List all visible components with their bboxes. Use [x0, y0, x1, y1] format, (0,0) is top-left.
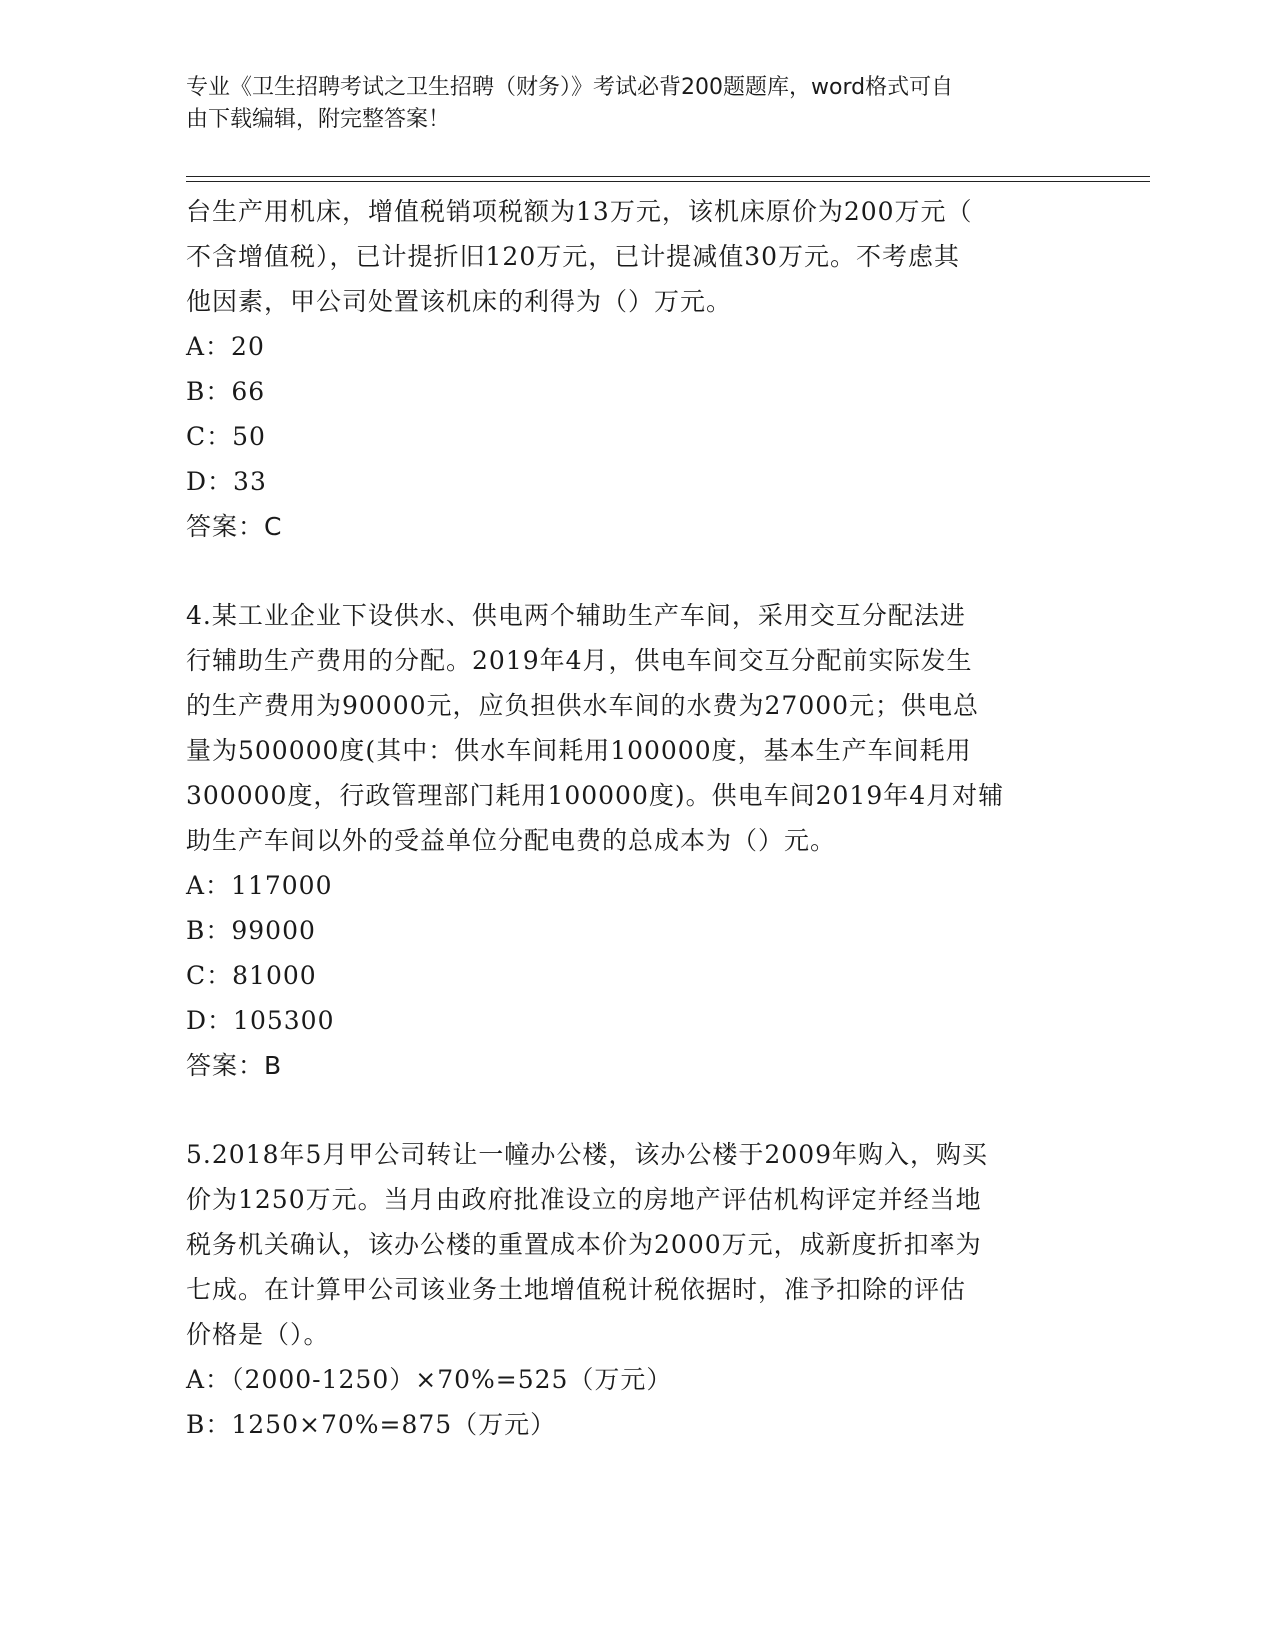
question-text-line: 价格是（）。 [186, 1320, 330, 1349]
document-header [186, 72, 1066, 136]
question-text-line: 台生产用机床，增值税销项税额为13万元，该机床原价为200万元（ [186, 197, 973, 226]
option-a: A：117000 [186, 871, 333, 900]
header-divider-bottom [186, 181, 1150, 182]
question-text-line: 税务机关确认，该办公楼的重置成本价为2000万元，成新度折扣率为 [186, 1230, 982, 1259]
answer: 答案：B [186, 1051, 283, 1080]
question-text-line: 5.2018年5月甲公司转让一幢办公楼，该办公楼于2009年购入，购买 [186, 1140, 989, 1169]
question-text-line: 量为500000度(其中：供水车间耗用100000度，基本生产车间耗用 [186, 736, 972, 765]
header-divider-top [186, 176, 1150, 177]
question-text-line: 行辅助生产费用的分配。2019年4月，供电车间交互分配前实际发生 [186, 646, 973, 675]
option-c: C：50 [186, 422, 266, 451]
question-text-line: 他因素，甲公司处置该机床的利得为（）万元。 [186, 287, 733, 316]
question-4 [186, 593, 1086, 1088]
document-body [186, 189, 1086, 1447]
option-a: A：（2000-1250）×70%=525（万元） [186, 1365, 673, 1394]
option-b: B：66 [186, 377, 266, 406]
option-d: D：105300 [186, 1006, 335, 1035]
header-line-2: 由下载编辑，附完整答案！ [186, 107, 451, 132]
question-text-line: 的生产费用为90000元，应负担供水车间的水费为27000元；供电总 [186, 691, 980, 720]
option-c: C：81000 [186, 961, 317, 990]
option-b: B：99000 [186, 916, 316, 945]
option-a: A：20 [186, 332, 265, 361]
question-text-line: 不含增值税），已计提折旧120万元，已计提减值30万元。不考虑其 [186, 242, 961, 271]
question-text-line: 4.某工业企业下设供水、供电两个辅助生产车间，采用交互分配法进 [186, 601, 966, 630]
question-5 [186, 1132, 1086, 1447]
question-text-line: 助生产车间以外的受益单位分配电费的总成本为（）元。 [186, 826, 837, 855]
answer: 答案：C [186, 512, 283, 541]
header-line-1: 专业《卫生招聘考试之卫生招聘（财务）》考试必背200题题库，word格式可自 [186, 75, 954, 100]
question-text-line: 价为1250万元。当月由政府批准设立的房地产评估机构评定并经当地 [186, 1185, 982, 1214]
question-text-line: 七成。在计算甲公司该业务土地增值税计税依据时，准予扣除的评估 [186, 1275, 967, 1304]
question-text-line: 300000度，行政管理部门耗用100000度)。供电车间2019年4月对辅 [186, 781, 1005, 810]
option-b: B：1250×70%=875（万元） [186, 1410, 557, 1439]
option-d: D：33 [186, 467, 267, 496]
question-3 [186, 189, 1086, 549]
